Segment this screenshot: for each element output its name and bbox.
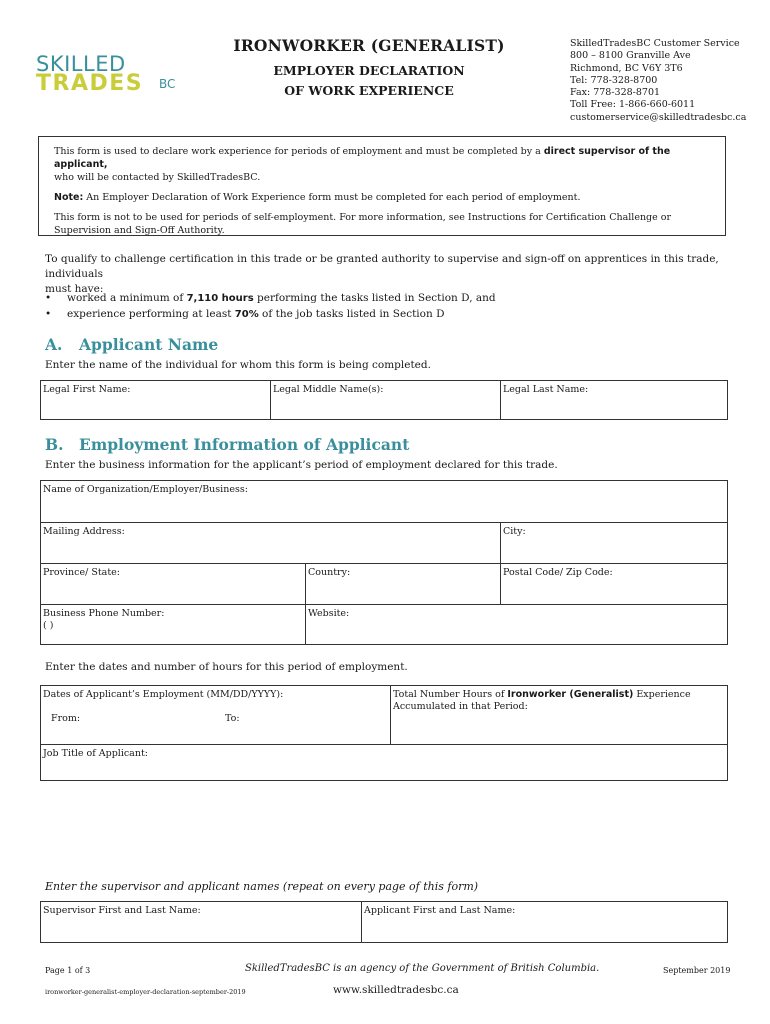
form-title-block — [230, 36, 508, 101]
legal-middle-name-field[interactable]: Legal Middle Name(s): — [273, 384, 384, 395]
skilledtradesbc-logo — [36, 52, 186, 100]
country-field[interactable]: Country: — [308, 567, 351, 578]
contact-tollfree: Toll Free: 1-866-660-6011 — [570, 99, 696, 111]
business-phone-field[interactable]: Business Phone Number: ( ) — [43, 608, 165, 631]
employment-info-box — [40, 480, 728, 645]
employment-dates-field[interactable]: Dates of Applicant’s Employment (MM/DD/YYYY): From: To: — [43, 689, 284, 724]
info-box — [38, 136, 726, 236]
logo-word-trades: TRADES — [36, 71, 144, 96]
legal-last-name-field[interactable]: Legal Last Name: — [503, 384, 589, 395]
names-box — [40, 901, 728, 943]
qualify-bullets — [45, 290, 725, 322]
names-repeat-note: Enter the supervisor and applicant names (repeat on every page of this form) — [45, 880, 479, 893]
info-emphasis-supervisor: direct supervisor of the applicant, — [54, 146, 671, 170]
info-paragraph-3-cont: Supervision and Sign-Off Authority. — [54, 225, 225, 236]
contact-fax: Fax: 778-328-8701 — [570, 87, 661, 99]
form-title: IRONWORKER (GENERALIST) — [233, 36, 505, 55]
city-field[interactable]: City: — [503, 526, 526, 537]
form-subtitle-line1: EMPLOYER DECLARATION — [273, 63, 465, 78]
form-subtitle-line2: OF WORK EXPERIENCE — [284, 83, 454, 98]
contact-address1: 800 – 8100 Granville Ave — [570, 50, 691, 62]
contact-name: SkilledTradesBC Customer Service — [570, 38, 740, 49]
supervisor-name-field[interactable]: Supervisor First and Last Name: — [43, 905, 201, 916]
applicant-name-box — [40, 380, 728, 420]
page-number: Page 1 of 3 — [45, 966, 91, 975]
total-hours-field[interactable]: Total Number Hours of Ironworker (Generalist) Experience Accumulated in that Period: — [393, 689, 691, 712]
agency-statement: SkilledTradesBC is an agency of the Government of British Columbia. — [245, 963, 600, 974]
bullet-icon: • — [45, 307, 52, 320]
list-item: • experience performing at least 70% of the job tasks listed in Section D — [45, 307, 445, 320]
info-note: Note: An Employer Declaration of Work Experience form must be completed for each period of employment. — [54, 192, 581, 203]
postal-code-field[interactable]: Postal Code/ Zip Code: — [503, 567, 613, 578]
province-state-field[interactable]: Province/ State: — [43, 567, 120, 578]
info-paragraph-1-cont: who will be contacted by SkilledTradesBC. — [54, 172, 261, 183]
section-a-heading: A. Applicant Name — [45, 335, 219, 354]
list-item: • worked a minimum of 7,110 hours performing the tasks listed in Section D, and — [45, 291, 496, 304]
contact-address2: Richmond, BC V6Y 3T6 — [570, 62, 683, 74]
applicant-name-field[interactable]: Applicant First and Last Name: — [364, 905, 516, 916]
from-date-label: From: — [51, 713, 81, 724]
contact-info — [570, 38, 760, 124]
mailing-address-field[interactable]: Mailing Address: — [43, 526, 125, 537]
job-title-field[interactable]: Job Title of Applicant: — [43, 748, 148, 759]
info-note-label: Note: — [54, 192, 84, 203]
logo-word-bc: BC — [159, 77, 176, 91]
info-paragraph-3: This form is not to be used for periods of self-employment. For more information, see Instructions for Certification Challenge or — [54, 212, 672, 223]
logo-word-skilled: SKILLED — [36, 52, 126, 76]
qualify-text: To qualify to challenge certification in this trade or be granted authority to supervise and sign-off on apprentices in this trade, individuals must have: — [45, 253, 719, 295]
section-b-instruction: Enter the business information for the applicant’s period of employment declared for this trade. — [45, 459, 558, 471]
organization-name-field[interactable]: Name of Organization/Employer/Business: — [43, 484, 248, 495]
contact-email: customerservice@skilledtradesbc.ca — [570, 111, 747, 123]
contact-tel: Tel: 778-328-8700 — [570, 74, 658, 86]
dates-instruction: Enter the dates and number of hours for this period of employment. — [45, 661, 408, 673]
footer-date: September 2019 — [663, 966, 731, 975]
section-a-instruction: Enter the name of the individual for whom this form is being completed. — [45, 359, 431, 371]
bullet-icon: • — [45, 291, 52, 304]
legal-first-name-field[interactable]: Legal First Name: — [43, 384, 131, 395]
dates-hours-box — [40, 685, 728, 781]
info-paragraph-1: This form is used to declare work experience for periods of employment and must be completed by a direct supervisor of the applicant, — [54, 146, 671, 170]
website-field[interactable]: Website: — [308, 608, 350, 619]
to-date-label: To: — [225, 713, 240, 724]
section-b-heading: B. Employment Information of Applicant — [45, 435, 410, 454]
footer-website-link[interactable]: www.skilledtradesbc.ca — [333, 984, 459, 996]
footer-filename: ironworker-generalist-employer-declaration-september-2019 — [45, 988, 246, 996]
